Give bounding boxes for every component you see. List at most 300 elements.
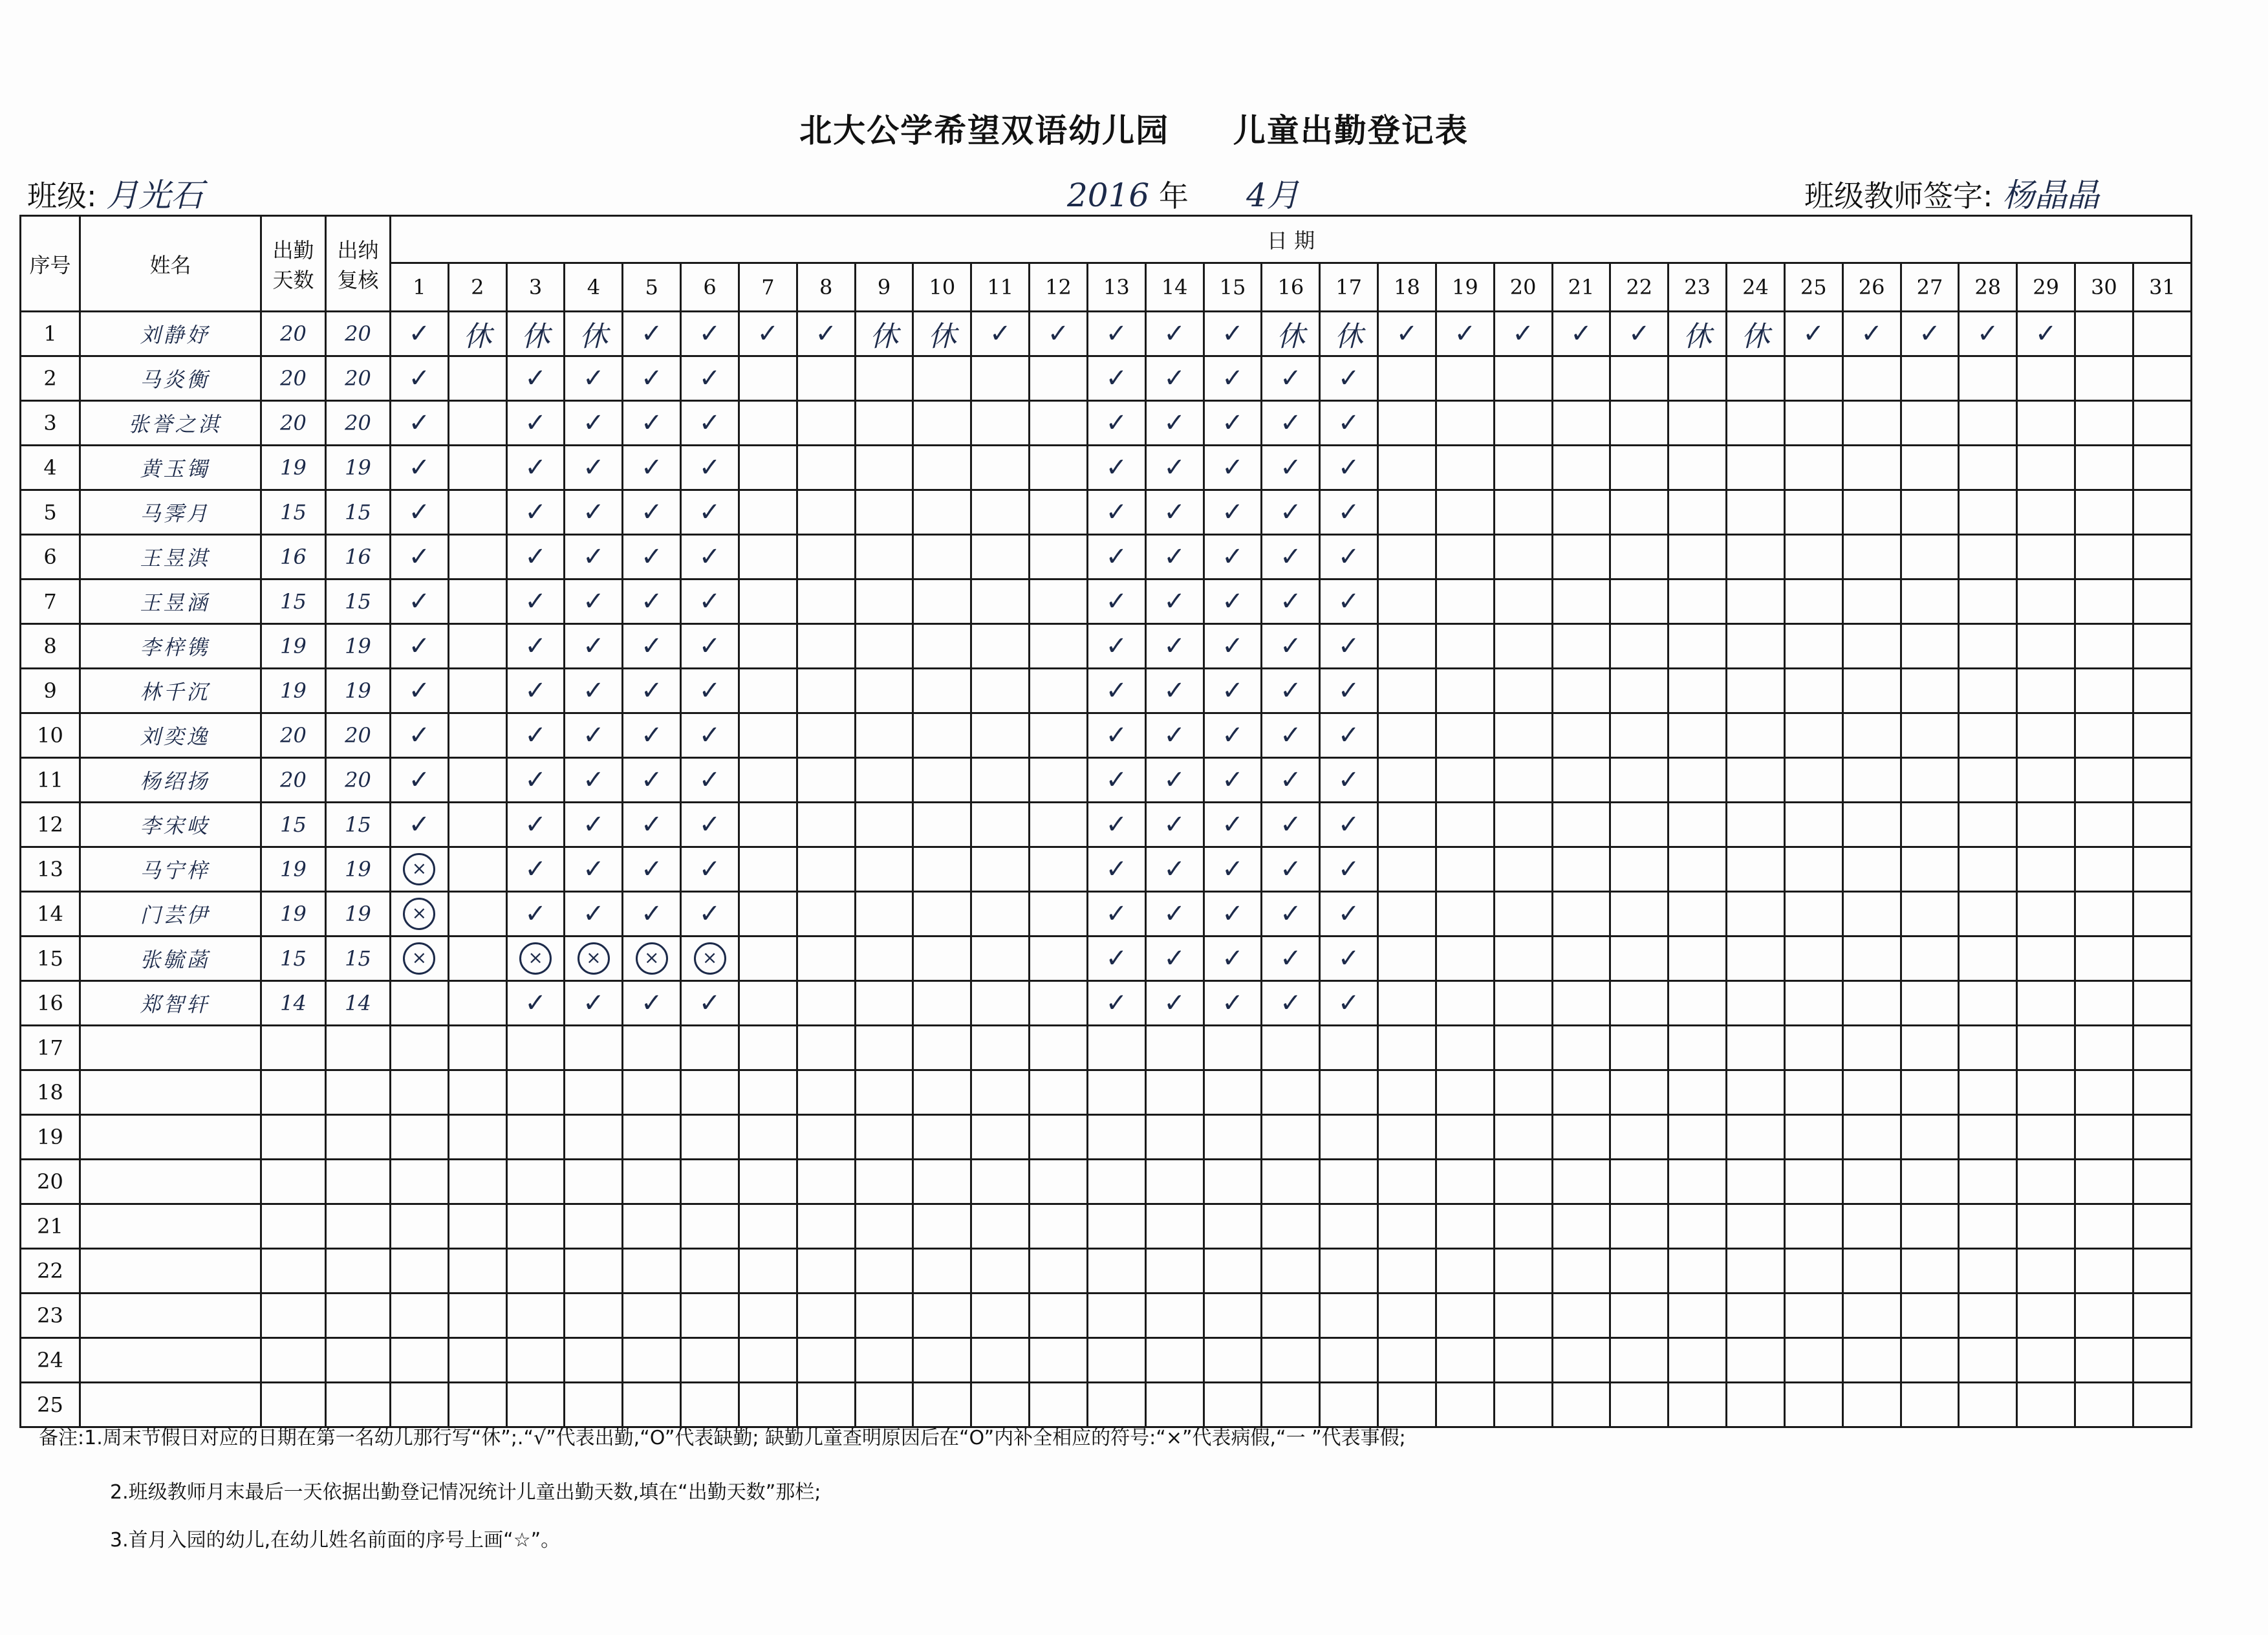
sick-leave-mark: ×: [578, 942, 610, 975]
present-mark: ✓: [524, 408, 546, 438]
child-name: 黄玉镯: [80, 446, 261, 490]
day-cell: [1610, 579, 1669, 624]
day-cell: [391, 758, 449, 803]
day-cell: [1842, 1204, 1901, 1249]
day-cell: [1204, 713, 1262, 758]
day-cell: [1494, 1026, 1552, 1070]
day-cell: [2133, 579, 2191, 624]
rest-mark: 休: [1276, 320, 1305, 353]
day-cell: [2133, 892, 2191, 937]
day-header-21: 21: [1552, 263, 1610, 312]
day-cell: [1552, 937, 1610, 981]
day-cell: [1959, 937, 2017, 981]
day-cell: [1959, 1338, 2017, 1383]
present-mark: ✓: [583, 676, 605, 706]
child-name: 马霁月: [80, 490, 261, 535]
review-days: 14: [326, 981, 391, 1026]
day-cell: [1030, 624, 1088, 669]
day-cell: [2075, 1026, 2133, 1070]
day-cell: [971, 1160, 1030, 1204]
row-seq: 25: [21, 1383, 80, 1427]
day-cell: [681, 401, 739, 446]
present-mark: ✓: [1222, 497, 1244, 527]
day-cell: [391, 356, 449, 401]
day-cell: [1669, 937, 1727, 981]
day-cell: [739, 490, 797, 535]
day-cell: [506, 624, 565, 669]
teacher-signature: 杨晶晶: [2002, 177, 2100, 214]
rest-mark: 休: [1683, 320, 1712, 353]
day-cell: [971, 981, 1030, 1026]
day-cell: [1784, 624, 1842, 669]
day-cell: [1494, 356, 1552, 401]
day-cell: [623, 803, 681, 847]
row-seq: 12: [21, 803, 80, 847]
day-cell: [1262, 624, 1320, 669]
day-header-8: 8: [797, 263, 855, 312]
present-mark: ✓: [698, 542, 721, 572]
day-cell: [2133, 535, 2191, 579]
day-cell: [1145, 579, 1204, 624]
day-cell: [1610, 937, 1669, 981]
day-cell: [2017, 535, 2075, 579]
day-cell: [913, 1294, 971, 1338]
day-cell: [1727, 1249, 1785, 1294]
day-cell: [1204, 579, 1262, 624]
day-cell: [1552, 535, 1610, 579]
day-cell: [1494, 847, 1552, 892]
class-field: [27, 169, 203, 216]
present-mark: ✓: [1163, 720, 1185, 750]
day-header-26: 26: [1842, 263, 1901, 312]
row-seq: 24: [21, 1338, 80, 1383]
day-cell: [1145, 1115, 1204, 1160]
day-cell: [506, 535, 565, 579]
day-cell: [1494, 1070, 1552, 1115]
present-mark: ✓: [640, 899, 663, 929]
day-cell: [1494, 669, 1552, 713]
day-cell: [913, 490, 971, 535]
day-cell: [1901, 1249, 1959, 1294]
table-row: [21, 758, 2192, 803]
day-cell: [391, 624, 449, 669]
table-row: [21, 1383, 2192, 1427]
table-row: [21, 446, 2192, 490]
day-cell: [855, 1204, 913, 1249]
present-mark: ✓: [1163, 453, 1185, 482]
present-mark: ✓: [1222, 988, 1244, 1018]
day-cell: [1262, 401, 1320, 446]
present-mark: ✓: [1337, 587, 1360, 616]
review-days: [326, 1026, 391, 1070]
day-cell: [1320, 535, 1378, 579]
day-cell: [391, 1160, 449, 1204]
day-cell: [739, 847, 797, 892]
day-cell: [1669, 490, 1727, 535]
day-cell: [1552, 1026, 1610, 1070]
day-cell: [739, 669, 797, 713]
day-cell: [681, 937, 739, 981]
review-days: 19: [326, 847, 391, 892]
day-cell: [1145, 1383, 1204, 1427]
day-cell: [1145, 1338, 1204, 1383]
day-cell: [1901, 669, 1959, 713]
day-cell: [1842, 1383, 1901, 1427]
day-cell: [971, 579, 1030, 624]
day-cell: [1262, 937, 1320, 981]
day-cell: [1030, 758, 1088, 803]
day-cell: [1959, 356, 2017, 401]
day-cell: [623, 713, 681, 758]
review-days: [326, 1204, 391, 1249]
table-row: [21, 713, 2192, 758]
day-cell: [1669, 713, 1727, 758]
day-cell: [1842, 758, 1901, 803]
day-cell: [1436, 579, 1494, 624]
day-cell: [1436, 892, 1494, 937]
table-row: [21, 624, 2192, 669]
day-cell: [1959, 1383, 2017, 1427]
present-mark: ✓: [1337, 944, 1360, 973]
day-cell: [2075, 624, 2133, 669]
day-cell: [448, 892, 506, 937]
day-cell: [1320, 401, 1378, 446]
day-cell: [1378, 1115, 1436, 1160]
day-cell: [1320, 937, 1378, 981]
day-cell: [1145, 490, 1204, 535]
day-cell: [1320, 892, 1378, 937]
day-cell: [1436, 535, 1494, 579]
day-cell: [1552, 624, 1610, 669]
day-cell: [506, 1294, 565, 1338]
present-mark: ✓: [524, 542, 546, 572]
day-cell: [1436, 1070, 1494, 1115]
day-cell: [1262, 535, 1320, 579]
day-cell: [1087, 1383, 1145, 1427]
day-cell: [1087, 937, 1145, 981]
day-cell: [1378, 312, 1436, 356]
present-mark: ✓: [408, 319, 431, 349]
day-cell: [448, 1160, 506, 1204]
present-mark: ✓: [1163, 988, 1185, 1018]
day-cell: [1784, 847, 1842, 892]
day-cell: [1901, 535, 1959, 579]
day-cell: [2133, 624, 2191, 669]
present-mark: ✓: [1105, 408, 1128, 438]
present-mark: ✓: [815, 319, 837, 349]
table-row: [21, 892, 2192, 937]
day-cell: [739, 892, 797, 937]
day-cell: [1901, 624, 1959, 669]
day-cell: [1901, 1383, 1959, 1427]
day-cell: [1552, 758, 1610, 803]
day-cell: [1262, 981, 1320, 1026]
day-cell: [739, 937, 797, 981]
present-mark: ✓: [1222, 408, 1244, 438]
attendance-days: 20: [261, 312, 326, 356]
present-mark: ✓: [524, 810, 546, 839]
header-days-line1: 出勤: [272, 237, 314, 263]
day-cell: [2133, 446, 2191, 490]
day-cell: [565, 847, 623, 892]
review-days: 19: [326, 892, 391, 937]
header-days-line2: 天数: [272, 267, 314, 292]
present-mark: ✓: [1337, 899, 1360, 929]
row-seq: 4: [21, 446, 80, 490]
day-cell: [1494, 579, 1552, 624]
review-days: 16: [326, 535, 391, 579]
day-cell: [1552, 669, 1610, 713]
day-cell: [1959, 1294, 2017, 1338]
day-cell: [739, 579, 797, 624]
day-cell: [1378, 535, 1436, 579]
day-cell: [1959, 312, 2017, 356]
day-cell: [1087, 446, 1145, 490]
present-mark: ✓: [1105, 631, 1128, 661]
day-cell: [1842, 356, 1901, 401]
day-cell: [1145, 803, 1204, 847]
day-cell: [855, 1294, 913, 1338]
day-cell: [1842, 981, 1901, 1026]
day-cell: [2133, 847, 2191, 892]
day-cell: [855, 1383, 913, 1427]
day-cell: [2017, 1294, 2075, 1338]
row-seq: 19: [21, 1115, 80, 1160]
day-cell: [855, 758, 913, 803]
day-cell: [739, 758, 797, 803]
day-cell: [1436, 758, 1494, 803]
day-cell: [1610, 1204, 1669, 1249]
day-cell: [1727, 1070, 1785, 1115]
sick-leave-mark: ×: [403, 853, 435, 885]
present-mark: ✓: [640, 676, 663, 706]
day-cell: [681, 312, 739, 356]
day-cell: [1262, 669, 1320, 713]
present-mark: ✓: [1337, 497, 1360, 527]
review-days: 19: [326, 669, 391, 713]
present-mark: ✓: [698, 988, 721, 1018]
present-mark: ✓: [1163, 319, 1185, 349]
day-cell: [971, 1249, 1030, 1294]
day-cell: [1842, 1249, 1901, 1294]
day-cell: [623, 1338, 681, 1383]
present-mark: ✓: [698, 319, 721, 349]
day-cell: [2075, 490, 2133, 535]
attendance-days: 15: [261, 803, 326, 847]
day-cell: [391, 490, 449, 535]
day-cell: [565, 758, 623, 803]
day-cell: [1030, 312, 1088, 356]
present-mark: ✓: [1396, 319, 1418, 349]
day-cell: [1494, 758, 1552, 803]
day-cell: [1842, 892, 1901, 937]
day-cell: [739, 1338, 797, 1383]
present-mark: ✓: [1861, 319, 1883, 349]
present-mark: ✓: [1105, 676, 1128, 706]
day-cell: [1320, 624, 1378, 669]
day-cell: [1030, 535, 1088, 579]
day-cell: [1727, 1294, 1785, 1338]
day-cell: [1494, 981, 1552, 1026]
present-mark: ✓: [989, 319, 1011, 349]
day-cell: [1145, 1249, 1204, 1294]
day-cell: [2075, 1383, 2133, 1427]
day-cell: [2075, 713, 2133, 758]
day-cell: [1204, 401, 1262, 446]
day-cell: [1378, 624, 1436, 669]
day-cell: [797, 758, 855, 803]
day-cell: [623, 1249, 681, 1294]
day-cell: [1087, 1249, 1145, 1294]
day-cell: [2133, 1070, 2191, 1115]
present-mark: ✓: [1337, 988, 1360, 1018]
day-cell: [506, 1383, 565, 1427]
day-header-6: 6: [681, 263, 739, 312]
day-cell: [1262, 1026, 1320, 1070]
child-name: [80, 1204, 261, 1249]
day-cell: [1727, 579, 1785, 624]
day-cell: [2133, 1383, 2191, 1427]
day-cell: [1494, 312, 1552, 356]
day-cell: [565, 312, 623, 356]
day-cell: [1436, 1204, 1494, 1249]
day-cell: [1784, 535, 1842, 579]
day-cell: [1378, 803, 1436, 847]
present-mark: ✓: [1337, 363, 1360, 393]
present-mark: ✓: [1337, 765, 1360, 795]
day-cell: [1669, 1294, 1727, 1338]
review-days: 15: [326, 579, 391, 624]
present-mark: ✓: [1280, 408, 1302, 438]
day-cell: [1959, 579, 2017, 624]
child-name: 张誉之淇: [80, 401, 261, 446]
day-cell: [2075, 1160, 2133, 1204]
day-cell: [1727, 312, 1785, 356]
day-cell: [506, 579, 565, 624]
day-cell: [1552, 579, 1610, 624]
sick-leave-mark: ×: [403, 942, 435, 975]
day-cell: [971, 312, 1030, 356]
day-cell: [2075, 847, 2133, 892]
day-cell: [2133, 490, 2191, 535]
rest-mark: 休: [927, 320, 956, 353]
day-cell: [1378, 937, 1436, 981]
day-cell: [855, 1026, 913, 1070]
day-cell: [1784, 446, 1842, 490]
day-cell: [1436, 624, 1494, 669]
day-cell: [913, 1026, 971, 1070]
day-cell: [1087, 579, 1145, 624]
day-cell: [1204, 1383, 1262, 1427]
day-cell: [1436, 803, 1494, 847]
day-header-28: 28: [1959, 263, 2017, 312]
day-cell: [1842, 624, 1901, 669]
day-cell: [1669, 401, 1727, 446]
day-cell: [1842, 847, 1901, 892]
day-header-12: 12: [1030, 263, 1088, 312]
sick-leave-mark: ×: [636, 942, 668, 975]
day-cell: [2075, 535, 2133, 579]
day-cell: [1145, 1204, 1204, 1249]
day-cell: [565, 401, 623, 446]
attendance-days: [261, 1249, 326, 1294]
attendance-days: 16: [261, 535, 326, 579]
day-cell: [1320, 1070, 1378, 1115]
day-cell: [1262, 1338, 1320, 1383]
day-cell: [448, 490, 506, 535]
note-3: 3.首月入园的幼儿,在幼儿姓名前面的序号上画“☆”。: [110, 1529, 561, 1552]
day-cell: [681, 1204, 739, 1249]
day-cell: [1145, 1294, 1204, 1338]
day-cell: [1087, 1160, 1145, 1204]
day-cell: [1030, 1249, 1088, 1294]
day-cell: [1727, 1338, 1785, 1383]
day-cell: [1842, 401, 1901, 446]
day-cell: [681, 535, 739, 579]
day-cell: [855, 803, 913, 847]
day-cell: [1204, 1026, 1262, 1070]
day-cell: [1727, 847, 1785, 892]
child-name: [80, 1383, 261, 1427]
day-cell: [1552, 1383, 1610, 1427]
day-cell: [1378, 1383, 1436, 1427]
day-cell: [1494, 937, 1552, 981]
day-cell: [1262, 713, 1320, 758]
day-cell: [913, 669, 971, 713]
day-cell: [739, 1026, 797, 1070]
day-cell: [623, 1026, 681, 1070]
day-cell: [1959, 1204, 2017, 1249]
day-cell: [1552, 1070, 1610, 1115]
row-seq: 11: [21, 758, 80, 803]
day-cell: [797, 1249, 855, 1294]
day-cell: [2133, 669, 2191, 713]
table-row: [21, 847, 2192, 892]
table-row: [21, 1294, 2192, 1338]
present-mark: ✓: [1337, 408, 1360, 438]
day-cell: [1727, 937, 1785, 981]
day-cell: [971, 1294, 1030, 1338]
day-cell: [1204, 1294, 1262, 1338]
day-cell: [1669, 981, 1727, 1026]
present-mark: ✓: [1105, 497, 1128, 527]
day-header-9: 9: [855, 263, 913, 312]
day-cell: [1552, 1294, 1610, 1338]
day-cell: [565, 356, 623, 401]
day-cell: [1436, 1249, 1494, 1294]
day-cell: [681, 624, 739, 669]
day-cell: [797, 579, 855, 624]
day-cell: [1959, 1115, 2017, 1160]
child-name: [80, 1115, 261, 1160]
child-name: [80, 1026, 261, 1070]
present-mark: ✓: [1163, 408, 1185, 438]
day-header-3: 3: [506, 263, 565, 312]
day-cell: [971, 356, 1030, 401]
day-cell: [1842, 937, 1901, 981]
day-cell: [1030, 490, 1088, 535]
day-cell: [1204, 446, 1262, 490]
day-cell: [565, 490, 623, 535]
review-days: 20: [326, 758, 391, 803]
table-row: [21, 312, 2192, 356]
day-cell: [1030, 892, 1088, 937]
day-cell: [1669, 847, 1727, 892]
present-mark: ✓: [408, 765, 431, 795]
day-cell: [681, 1115, 739, 1160]
day-cell: [1610, 758, 1669, 803]
attendance-days: [261, 1204, 326, 1249]
